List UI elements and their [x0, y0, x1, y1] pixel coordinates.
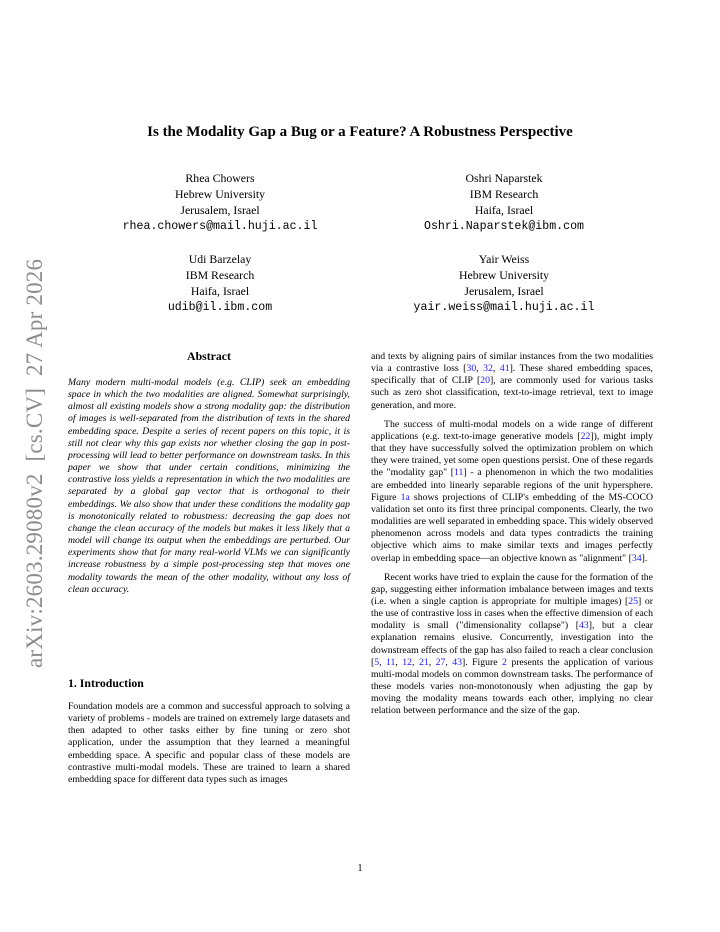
paragraph-text: Recent works have tried to explain the cause for the formation of the gap, suggesting either information imbalance between images and texts (i.e. when a single caption is appropriate for multiple images) [	[371, 571, 653, 607]
paragraph-text: ].	[641, 552, 648, 564]
citation-link[interactable]: 43	[578, 620, 589, 632]
paragraph-text: ]. Figure	[461, 656, 502, 668]
citation-link[interactable]: 41	[499, 363, 510, 375]
figure-link[interactable]: 1a	[400, 491, 410, 503]
body-paragraph: and texts by aligning pairs of similar instances from the two modalities via a contrastive loss [30, 32, 41]. These shared embedding spaces, specifically that of CLIP [20], are commonly used for various tasks such as zero shot classification, text-to-image retrieval, text to image generation, and more.	[371, 351, 653, 411]
paragraph-text: ] or the use of contrastive loss in cases when the effective dimension of each modality is small ("dimensionality collapse") [	[371, 595, 653, 632]
paragraph-text: ]), might imply that they have successfully solved the optimization problem on which they were trained, yet some open questions persist. One of these regards the "modality gap" [	[371, 430, 654, 479]
abstract-heading: Abstract	[187, 349, 231, 363]
figure-link[interactable]: 2	[502, 656, 507, 668]
author-name: Yair Weiss	[478, 252, 530, 266]
abstract-text: Many modern multi-modal models (e.g. CLIP) seek an embedding space in which the two modalities are aligned. Somewhat surprisingly, almost all existing models show a strong modality gap: the distribution of images is well-separated from the distribution of texts in the shared embedding space. Despite a series of recent papers on this topic, it is still not clear why this gap exists nor whether closing the gap in post-processing will lead to better performance on downstream tasks. In this paper we show that under certain conditions, minimizing the contrastive loss yields a representation in which the two modalities are separated by a global gap vector that is orthogonal to their embeddings. We also show that under these conditions the modality gap is monotonically related to robustness: decreasing the gap does not change the clean accuracy of the models but makes it less likely that a model will change its output when the embeddings are perturbed. Our experiments show that for many real-world VLMs we can significantly increase robustness by a simple post-processing step that moves one modality towards the mean of the other modality, without any loss of clean accuracy.	[68, 377, 350, 595]
paragraph-text: presents the application of various multi-modal models on common downstream tasks. The performance of these models varies non-monotonously when adjusting the gap by moving the modality means towards each other, implying no clear relation between performance and the size of the gap.	[371, 656, 654, 717]
author-affiliation: IBM Research	[185, 268, 255, 283]
paragraph-text: ]. These shared embedding spaces, specifically that of CLIP [	[371, 363, 653, 387]
citation-link[interactable]: 27	[435, 656, 446, 668]
author-location: Jerusalem, Israel	[464, 284, 544, 299]
author-email: yair.weiss@mail.huji.ac.il	[413, 300, 595, 314]
body-paragraph: Recent works have tried to explain the cause for the formation of the gap, suggesting either information imbalance between images and texts (i.e. when a single caption is appropriate for multiple images) [25] or the use of contrastive loss in cases when the effective dimension of each modality is small ("dimensionality collapse") [43], but a clear explanation remains elusive. Concurrently, investigation into the downstream effects of the gap has also failed to reach a clear conclusion [5, 11, 12, 21, 27, 43]. Figure 2 presents the application of various multi-modal models on common downstream tasks. The performance of these models varies non-monotonously when adjusting the gap by moving the modality means towards each other, implying no clear relation between performance and the size of the gap.	[371, 571, 654, 717]
author-affiliation: Hebrew University	[174, 187, 266, 202]
section-heading: 1. Introduction	[68, 676, 144, 690]
paragraph-text: The success of multi-modal models on a wide range of different applications (e.g. text-to-image generative models [	[371, 418, 653, 442]
author-affiliation: Hebrew University	[458, 268, 550, 283]
intro-paragraph: Foundation models are a common and successful approach to solving a variety of problems - models are trained on extremely large datasets and then adapted to other tasks either by fine tuning or zero shot application, under the assumption that they learned a meaningful embedding space. A specific and popular class of these models are contrastive multi-modal models. These are trained to learn a shared embedding space for different data types such as images	[68, 701, 350, 785]
citation-link[interactable]: 20	[480, 375, 490, 387]
arxiv-identifier: arXiv:2603.29080v2 [cs.CV] 27 Apr 2026	[22, 258, 47, 668]
author-name: Rhea Chowers	[185, 171, 255, 185]
author-location: Haifa, Israel	[190, 284, 250, 299]
author-block	[374, 251, 634, 316]
citation-link[interactable]: 32	[483, 363, 493, 375]
paragraph-text: ] - a phenomenon in which the two modalities are embedded into linearly separable regions of the unit hypersphere. Figure	[371, 467, 653, 503]
author-location: Jerusalem, Israel	[180, 203, 260, 218]
author-location: Haifa, Israel	[474, 203, 534, 218]
citation-link[interactable]: 43	[452, 656, 462, 668]
citation-link[interactable]: 11	[454, 467, 464, 479]
author-name: Udi Barzelay	[188, 252, 252, 266]
citation-link[interactable]: 12	[402, 656, 413, 668]
paragraph-text: and texts by aligning pairs of similar instances from the two modalities via a contrastive loss [	[371, 351, 653, 375]
author-name: Oshri Naparstek	[465, 171, 543, 185]
page-number: 1	[357, 863, 363, 874]
citation-link[interactable]: 30	[466, 363, 477, 375]
author-affiliation: IBM Research	[469, 187, 539, 202]
citation-link[interactable]: 25	[628, 595, 639, 607]
author-email: udib@il.ibm.com	[167, 300, 273, 314]
citation-link[interactable]: 22	[580, 430, 591, 442]
paragraph-text: ], but a clear explanation remains elusive. Concurrently, investigation into the downstream effects of the gap has also failed to reach a clear conclusion [	[371, 620, 653, 668]
citation-link[interactable]: 34	[631, 552, 642, 564]
author-block	[90, 170, 350, 235]
author-email: rhea.chowers@mail.huji.ac.il	[122, 219, 318, 233]
body-paragraph	[371, 419, 653, 565]
citation-link[interactable]: 5	[374, 656, 380, 668]
paragraph-text: shows projections of CLIP's embedding of the MS-COCO validation set onto its first three principal components. Clearly, the two modalities are well separated in embedding space. This widely observed phenomenon across models and data types contradicts the training objective which aims to make similar texts and images perfectly overlap in embedding space—an objective known as "alignment" [	[371, 491, 653, 564]
paragraph-text: ], are commonly used for various tasks such as zero shot classification, text-to-image retrieval, text to image generation, and more.	[371, 375, 653, 411]
paper-title: Is the Modality Gap a Bug or a Feature? A Robustness Perspective	[147, 124, 573, 140]
citation-link[interactable]: 11	[386, 656, 396, 668]
author-block	[374, 170, 634, 235]
citation-link[interactable]: 21	[418, 656, 429, 668]
author-block	[90, 251, 350, 316]
author-email: Oshri.Naparstek@ibm.com	[423, 219, 585, 233]
right-column	[371, 351, 653, 718]
